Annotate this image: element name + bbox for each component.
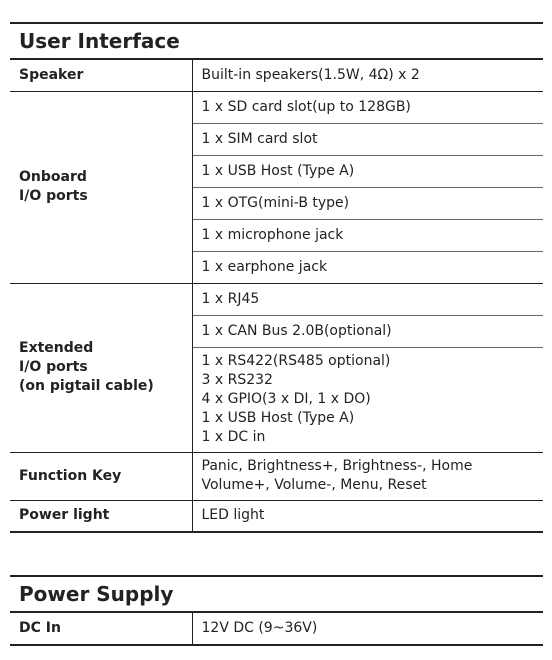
spec-value-function-key-cell	[192, 452, 543, 500]
spec-value-extended-2-cell	[192, 347, 543, 452]
spec-value-onboard-4: 1 x microphone jack	[192, 219, 543, 251]
spec-value-onboard-3: 1 x OTG(mini-B type)	[192, 187, 543, 219]
spec-value-onboard-0: 1 x SD card slot(up to 128GB)	[192, 91, 543, 123]
spec-value-dc-in: 12V DC (9~36V)	[192, 612, 543, 645]
spec-row-speaker	[10, 59, 543, 91]
spec-value-onboard-5: 1 x earphone jack	[192, 251, 543, 283]
spec-label-function-key: Function Key	[10, 452, 192, 500]
spec-value-extended-2: 1 x RS422(RS485 optional) 3 x RS232 4 x GPIO(3 x DI, 1 x DO) 1 x USB Host (Type A) 1 x DC in	[201, 353, 391, 445]
spec-row-onboard	[10, 91, 543, 123]
spec-label-onboard-io: Onboard I/O ports	[10, 91, 192, 283]
spec-value-power-light: LED light	[192, 500, 543, 532]
spec-label-speaker: Speaker	[10, 59, 192, 91]
spec-label-extended-io: Extended I/O ports (on pigtail cable)	[10, 283, 192, 452]
section-header-row	[10, 576, 543, 612]
spec-row-function-key	[10, 452, 543, 500]
spec-row-power-light	[10, 500, 543, 532]
spec-label-power-light: Power light	[10, 500, 192, 532]
spec-row-extended	[10, 283, 543, 315]
spec-value-extended-0: 1 x RJ45	[192, 283, 543, 315]
spec-value-onboard-2: 1 x USB Host (Type A)	[192, 155, 543, 187]
user-interface-table	[10, 22, 543, 533]
power-supply-table	[10, 575, 543, 646]
section-title-user-interface: User Interface	[10, 23, 543, 59]
section-header-row	[10, 23, 543, 59]
spec-value-speaker: Built-in speakers(1.5W, 4Ω) x 2	[192, 59, 543, 91]
spec-value-extended-1: 1 x CAN Bus 2.0B(optional)	[192, 315, 543, 347]
spec-value-onboard-1: 1 x SIM card slot	[192, 123, 543, 155]
section-title-power-supply: Power Supply	[10, 576, 543, 612]
spec-label-dc-in: DC In	[10, 612, 192, 645]
spec-row-dc-in	[10, 612, 543, 645]
spec-value-function-key: Panic, Brightness+, Brightness-, Home Volume+, Volume-, Menu, Reset	[201, 458, 473, 493]
